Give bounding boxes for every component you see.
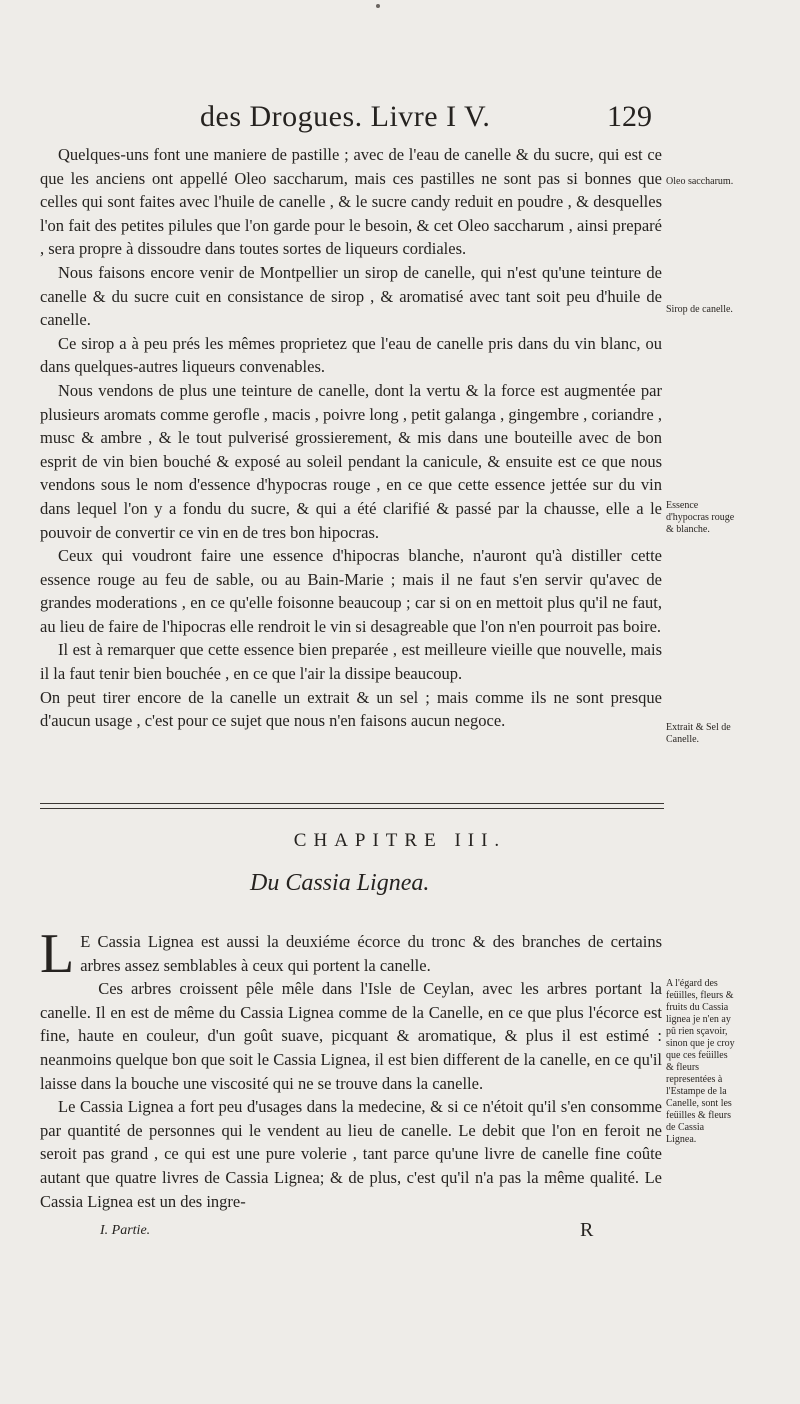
chapter-subtitle: Du Cassia Lignea. [250, 870, 430, 896]
ink-speck [376, 4, 380, 8]
drop-cap: L [40, 923, 75, 985]
margin-note: A l'égard des feüilles, fleurs & fruits du Cassia lignea je n'en ay pû rien sçavoir, sinon que je croy que ces feüilles & fleurs representées à l'Estampe de la Canelle, sont les feüilles & fleurs de Cassia Lignea. [666, 978, 735, 1145]
paragraph: Ceux qui voudront faire une essence d'hipocras blanche, n'auront qu'à distiller cette essence rouge au feu de sable, ou au Bain-Marie ; mais il ne faut s'en servir qu'avec de grandes moderations , en ce qu'elle foisonne beaucoup ; car si on en mettoit plus qu'il ne faut, au lieu de faire de l'hipocras elle rendroit le vin si desagreable que l'on n'en pourroit pas boire. [40, 546, 662, 636]
gathering-mark: R [580, 1219, 594, 1241]
page-number: 129 [607, 100, 652, 133]
paragraph: Ces arbres croissent pêle mêle dans l'Isle de Ceylan, avec les arbres portant la canelle. Il en est de même du Cassia Lignea comme de la Canelle, en ce que plus l'écorce est fine, haute en couleur, d'un goût suave, picquant & aromatique, & plus il est estimé : neanmoins quelque bon que soit le Cassia Lignea, il est bien different de la canelle, en ce qu'il laisse dans la bouche une viscosité qui ne se trouve dans la canelle. [40, 979, 662, 1093]
page-header [0, 100, 800, 142]
section-divider [40, 803, 664, 805]
margin-note: Oleo saccharum. [666, 176, 734, 187]
margin-note: Extrait & Sel de Canelle. [666, 722, 731, 745]
signature-line: I. Partie. [100, 1223, 151, 1238]
paragraph-opening [40, 923, 662, 985]
margin-note: Sirop de canelle. [666, 304, 733, 315]
paragraph: Nous faisons encore venir de Montpellier un sirop de canelle, qui n'est qu'une teinture de canelle & du sucre cuit en consistance de sirop , & aromatisé avec tant soit peu d'huile de canelle. [40, 262, 662, 330]
paragraph: Ce sirop a à peu prés les mêmes proprietez que l'eau de canelle pris dans du vin blanc, ou dans quelques-autres liqueurs convenables. [40, 333, 662, 377]
paragraph: Il est à remarquer que cette essence bien preparée , est meilleure vieille que nouvelle, mais il la faut tenir bien bouchée , en ce que l'air la dissipe beaucoup. [40, 640, 662, 684]
paragraph: Le Cassia Lignea a fort peu d'usages dans la medecine, & si ce n'étoit qu'il s'en consomme par quantité de personnes qui le vendent au lieu de canelle. Le debit que l'on en feroit ne seroit pas grand , ce qui est une pure volerie , tant parce qu'une livre de canelle fine coûte autant que quatre livres de Cassia Lignea; & de plus, c'est qu'il n'a pas la même qualité. Le Cassia Lignea est un des ingre- [40, 1097, 662, 1211]
paragraph-text: E Cassia Lignea est aussi la deuxiéme écorce du tronc & des branches de certains arbres assez semblables à ceux qui portent la canelle. [80, 932, 662, 975]
page-footer [0, 1219, 800, 1247]
chapter-heading: CHAPITRE III. [293, 830, 507, 851]
section-divider [40, 808, 664, 810]
paragraph: Nous vendons de plus une teinture de canelle, dont la vertu & la force est augmentée par plusieurs aromats comme gerofle , macis , poivre long , petit galanga , gingembre , coriandre , musc & ambre , & le tout pulverisé grossierement, & mis dans une bouteille avec de bon esprit de vin bien bouché & exposé au soleil pendant la canicule, & ensuite est ce que nous vendons sous le nom d'essence d'hypocras rouge , en ce que cette essence jettée sur du vin dans lequel l'on y a fondu du sucre, & qui a été clarifié & passé par la chausse, elle a le pouvoir de convertir ce vin en de tres bon hipocras. [40, 380, 662, 542]
paragraph: On peut tirer encore de la canelle un extrait & un sel ; mais comme ils ne sont presque d'aucun usage , c'est pour ce sujet que nous n'en faisons aucun negoce. [40, 687, 662, 731]
section-cinnamon-preparations [40, 143, 662, 733]
running-title: des Drogues. Livre I V. [200, 100, 491, 133]
section-cassia-lignea [40, 923, 662, 1213]
margin-note: Essence d'hypocras rouge & blanche. [666, 500, 735, 535]
paragraph: Quelques-uns font une maniere de pastille ; avec de l'eau de canelle & du sucre, qui est ce que les anciens ont appellé Oleo saccharum, mais ces pastilles ne sont pas si bonnes que celles qui sont faites avec l'huile de canelle , & le sucre candy reduit en poudre , & desquelles l'on fait des petites pilules que l'on garde pour le besoin, & cet Oleo saccharum , ainsi preparé , sera propre à dissoudre dans toutes sortes de liqueurs cordiales. [40, 145, 662, 259]
